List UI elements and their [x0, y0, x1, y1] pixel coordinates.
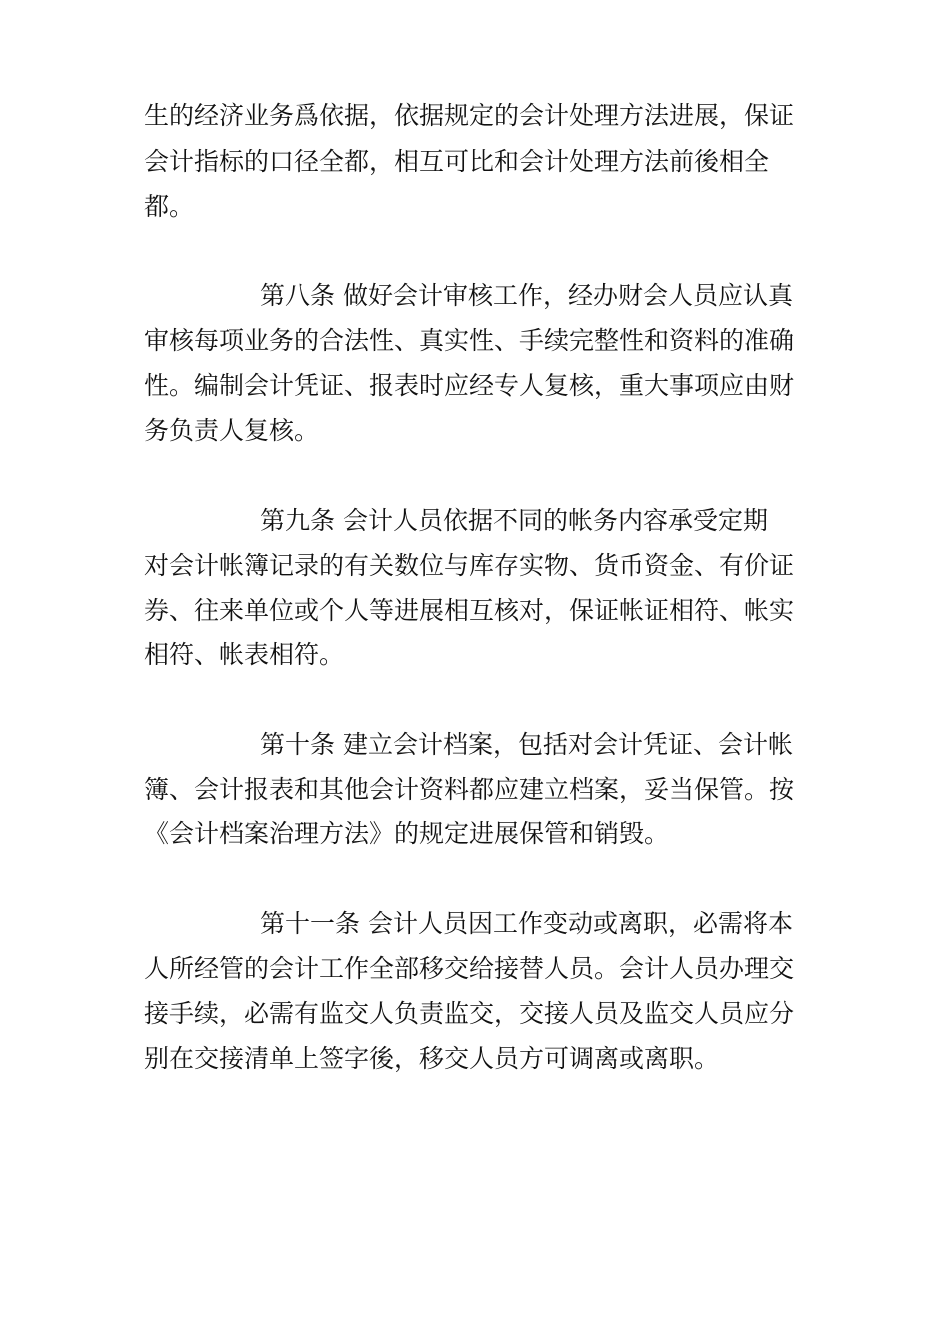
article-8-line-3: 性。编制会计凭证、报表时应经专人复核，重大事项应由财: [144, 371, 795, 400]
article-10-line-3: 《会计档案治理方法》的规定进展保管和销毁。: [144, 819, 670, 848]
article-9-line-2: 对会计帐簿记录的有关数位与库存实物、货币资金、有价证: [144, 551, 795, 580]
article-9-heading-line: 第九条 会计人员依据不同的帐务内容承受定期: [260, 506, 768, 535]
paragraph-1-line-3: 都。: [144, 192, 195, 221]
article-10-line-2: 簿、会计报表和其他会计资料都应建立档案，妥当保管。按: [144, 775, 795, 804]
article-11-line-4: 别在交接清单上签字後，移交人员方可调离或离职。: [144, 1044, 720, 1073]
article-9-line-4: 相符、帐表相符。: [144, 640, 345, 669]
article-11-heading-line: 第十一条 会计人员因工作变动或离职，必需将本: [260, 909, 793, 938]
article-8-line-4: 务负责人复核。: [144, 416, 320, 445]
paragraph-1-line-1: 生的经济业务爲依据，依据规定的会计处理方法进展，保证: [144, 101, 795, 130]
article-10-heading-line: 第十条 建立会计档案，包括对会计凭证、会计帐: [260, 730, 793, 759]
article-9-line-3: 券、往来单位或个人等进展相互核对，保证帐证相符、帐实: [144, 596, 795, 625]
article-11-line-2: 人所经管的会计工作全部移交给接替人员。会计人员办理交: [144, 954, 795, 983]
article-11-line-3: 接手续，必需有监交人负责监交，交接人员及监交人员应分: [144, 999, 795, 1028]
article-8-heading-line: 第八条 做好会计审核工作，经办财会人员应认真: [260, 281, 793, 310]
article-8-line-2: 审核每项业务的合法性、真实性、手续完整性和资料的准确: [144, 326, 795, 355]
paragraph-1-line-2: 会计指标的口径全都，相互可比和会计处理方法前後相全: [144, 147, 770, 176]
